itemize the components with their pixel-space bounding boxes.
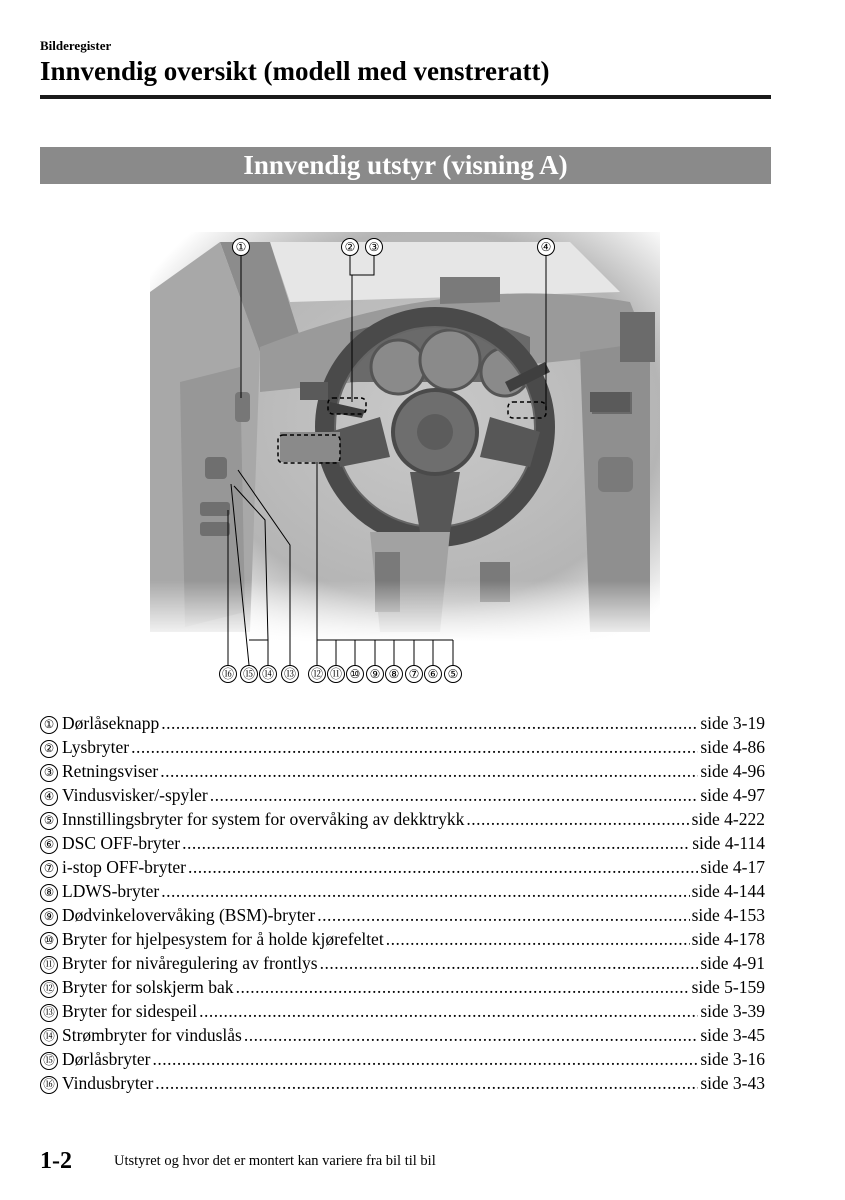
callout-7: ⑦ xyxy=(405,665,423,683)
callout-16: ⑯ xyxy=(219,665,237,683)
index-item-page-ref[interactable]: side 4-144 xyxy=(691,881,765,901)
index-row xyxy=(40,953,765,977)
index-row xyxy=(40,1025,765,1049)
dot-leader xyxy=(210,785,699,806)
callout-9: ⑨ xyxy=(366,665,384,683)
section-banner: Innvendig utstyr (visning A) xyxy=(40,147,771,184)
index-item-number: ⑥ xyxy=(40,836,58,854)
index-row xyxy=(40,761,765,785)
index-item-page-ref[interactable]: side 3-39 xyxy=(700,1001,765,1021)
index-item-number: ⑦ xyxy=(40,860,58,878)
dot-leader xyxy=(199,1001,698,1022)
section-label: Bilderegister xyxy=(40,38,112,53)
index-row xyxy=(40,785,765,809)
index-item-label: Bryter for solskjerm bak xyxy=(62,977,234,997)
index-row xyxy=(40,977,765,1001)
index-item-page-ref[interactable]: side 4-17 xyxy=(700,857,765,877)
index-item-page-ref[interactable]: side 4-178 xyxy=(691,929,765,949)
index-list xyxy=(40,713,765,1097)
index-item-number: ⑪ xyxy=(40,956,58,974)
callout-1: ① xyxy=(232,238,250,256)
index-item-page-ref[interactable]: side 4-114 xyxy=(692,833,765,853)
index-item-number: ④ xyxy=(40,788,58,806)
index-item-number: ⑫ xyxy=(40,980,58,998)
index-item-number: ⑬ xyxy=(40,1004,58,1022)
dot-leader xyxy=(160,761,698,782)
index-item-page-ref[interactable]: side 4-91 xyxy=(700,953,765,973)
index-row xyxy=(40,809,765,833)
index-row xyxy=(40,929,765,953)
dot-leader xyxy=(161,881,689,902)
dot-leader xyxy=(152,1049,698,1070)
dot-leader xyxy=(155,1073,698,1094)
index-item-page-ref[interactable]: side 3-43 xyxy=(700,1073,765,1093)
index-item-page-ref[interactable]: side 4-86 xyxy=(700,737,765,757)
dot-leader xyxy=(161,713,698,734)
index-item-label: Strømbryter for vinduslås xyxy=(62,1025,242,1045)
index-item-label: DSC OFF-bryter xyxy=(62,833,181,853)
index-item-number: ⑩ xyxy=(40,932,58,950)
dot-leader xyxy=(131,737,698,758)
index-row xyxy=(40,857,765,881)
index-item-number: ① xyxy=(40,716,58,734)
title-rule xyxy=(40,95,771,99)
callout-5: ⑤ xyxy=(444,665,462,683)
index-item-label: Dørlåseknapp xyxy=(62,713,160,733)
callout-3: ③ xyxy=(365,238,383,256)
index-item-number: ⑨ xyxy=(40,908,58,926)
index-row xyxy=(40,881,765,905)
dot-leader xyxy=(317,905,689,926)
index-item-page-ref[interactable]: side 4-222 xyxy=(691,809,765,829)
index-item-label: Lysbryter xyxy=(62,737,130,757)
dot-leader xyxy=(466,809,689,830)
callout-4: ④ xyxy=(537,238,555,256)
index-row xyxy=(40,905,765,929)
index-item-label: Bryter for hjelpesystem for å holde kjørefeltet xyxy=(62,929,384,949)
index-item-label: Retningsviser xyxy=(62,761,159,781)
dot-leader xyxy=(182,833,690,854)
dashboard-illustration xyxy=(150,232,660,642)
dot-leader xyxy=(386,929,690,950)
index-item-page-ref[interactable]: side 3-45 xyxy=(700,1025,765,1045)
index-item-page-ref[interactable]: side 3-19 xyxy=(700,713,765,733)
index-row xyxy=(40,1001,765,1025)
dot-leader xyxy=(236,977,690,998)
index-item-number: ⑤ xyxy=(40,812,58,830)
index-item-number: ⑮ xyxy=(40,1052,58,1070)
index-item-page-ref[interactable]: side 4-97 xyxy=(700,785,765,805)
page-number: 1-2 xyxy=(40,1148,72,1174)
callout-8: ⑧ xyxy=(385,665,403,683)
index-row xyxy=(40,737,765,761)
index-item-number: ② xyxy=(40,740,58,758)
index-item-label: Bryter for nivåregulering av frontlys xyxy=(62,953,318,973)
callout-6: ⑥ xyxy=(424,665,442,683)
callout-12: ⑫ xyxy=(308,665,326,683)
index-item-number: ⑭ xyxy=(40,1028,58,1046)
callout-15: ⑮ xyxy=(240,665,258,683)
index-item-label: LDWS-bryter xyxy=(62,881,160,901)
index-item-page-ref[interactable]: side 5-159 xyxy=(691,977,765,997)
callout-14: ⑭ xyxy=(259,665,277,683)
callout-2: ② xyxy=(341,238,359,256)
index-item-number: ③ xyxy=(40,764,58,782)
callout-10: ⑩ xyxy=(346,665,364,683)
page-title: Innvendig oversikt (modell med venstreratt) xyxy=(40,56,550,86)
index-item-page-ref[interactable]: side 4-153 xyxy=(691,905,765,925)
index-item-number: ⑯ xyxy=(40,1076,58,1094)
index-item-label: Vindusvisker/-spyler xyxy=(62,785,208,805)
index-item-label: Dørlåsbryter xyxy=(62,1049,151,1069)
index-row xyxy=(40,1049,765,1073)
index-item-label: Vindusbryter xyxy=(62,1073,154,1093)
footer-note: Utstyret og hvor det er montert kan variere fra bil til bil xyxy=(114,1153,436,1169)
index-row xyxy=(40,833,765,857)
dot-leader xyxy=(320,953,699,974)
index-item-number: ⑧ xyxy=(40,884,58,902)
callout-13: ⑬ xyxy=(281,665,299,683)
dot-leader xyxy=(244,1025,699,1046)
index-item-label: Innstillingsbryter for system for overvåking av dekktrykk xyxy=(62,809,465,829)
callout-11: ⑪ xyxy=(327,665,345,683)
index-item-label: Bryter for sidespeil xyxy=(62,1001,198,1021)
index-row xyxy=(40,1073,765,1097)
dot-leader xyxy=(188,857,698,878)
index-item-page-ref[interactable]: side 4-96 xyxy=(700,761,765,781)
index-item-label: Dødvinkelovervåking (BSM)-bryter xyxy=(62,905,316,925)
index-item-label: i-stop OFF-bryter xyxy=(62,857,186,877)
index-item-page-ref[interactable]: side 3-16 xyxy=(700,1049,765,1069)
index-row xyxy=(40,713,765,737)
